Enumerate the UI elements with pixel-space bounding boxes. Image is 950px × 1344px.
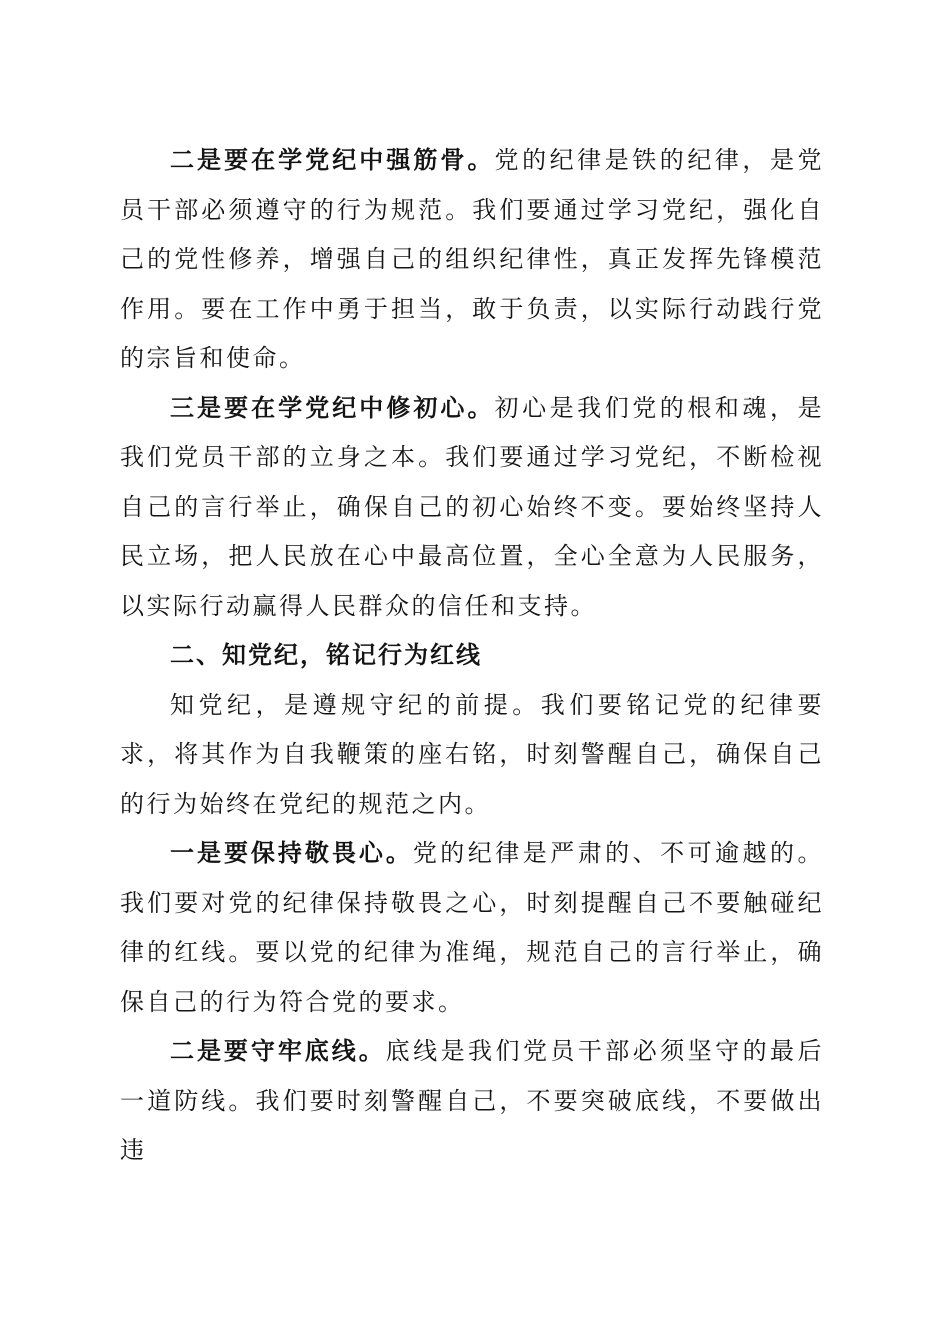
paragraph-lead: 一是要保持敬畏心。 bbox=[170, 839, 413, 867]
paragraph-text: 知党纪，是遵规守纪的前提。我们要铭记党的纪律要求，将其作为自我鞭策的座右铭，时刻警醒自己，确保自己的行为始终在党纪的规范之内。 bbox=[120, 690, 824, 818]
paragraph-cultivate-original-aspiration bbox=[120, 384, 824, 632]
paragraph-strengthen-bones bbox=[120, 136, 824, 384]
paragraph-lead: 二是要守牢底线。 bbox=[170, 1037, 386, 1065]
paragraph-hold-bottom-line bbox=[120, 1027, 824, 1176]
paragraph-text: 底线是我们党员干部必须坚守的最后一道防线。我们要时刻警醒自己，不要突破底线，不要做出违 bbox=[120, 1037, 825, 1164]
paragraph-lead: 三是要在学党纪中修初心。 bbox=[170, 393, 495, 422]
document-body bbox=[120, 136, 824, 1176]
paragraph-text: 党的纪律是铁的纪律，是党员干部必须遵守的行为规范。我们要通过学习党纪，强化自己的党性修养，增强自己的组织纪律性，真正发挥先锋模范作用。要在工作中勇于担当，敢于负责，以实际行动践行党的宗旨和使命。 bbox=[120, 146, 825, 372]
paragraph-lead: 二是要在学党纪中强筋骨。 bbox=[170, 146, 495, 174]
paragraph-know-discipline bbox=[120, 681, 824, 830]
section-heading: 二、知党纪，铭记行为红线 bbox=[170, 641, 482, 669]
paragraph-maintain-reverence bbox=[120, 829, 824, 1027]
paragraph-text: 初心是我们党的根和魂，是我们党员干部的立身之本。我们要通过学习党纪，不断检视自己的言行举止，确保自己的初心始终不变。要始终坚持人民立场，把人民放在心中最高位置，全心全意为人民服务，以实际行动赢得人民群众的信任和支持。 bbox=[120, 393, 825, 620]
paragraph-text: 党的纪律是严肃的、不可逾越的。我们要对党的纪律保持敬畏之心，时刻提醒自己不要触碰纪律的红线。要以党的纪律为准绳，规范自己的言行举止，确保自己的行为符合党的要求。 bbox=[120, 839, 825, 1016]
